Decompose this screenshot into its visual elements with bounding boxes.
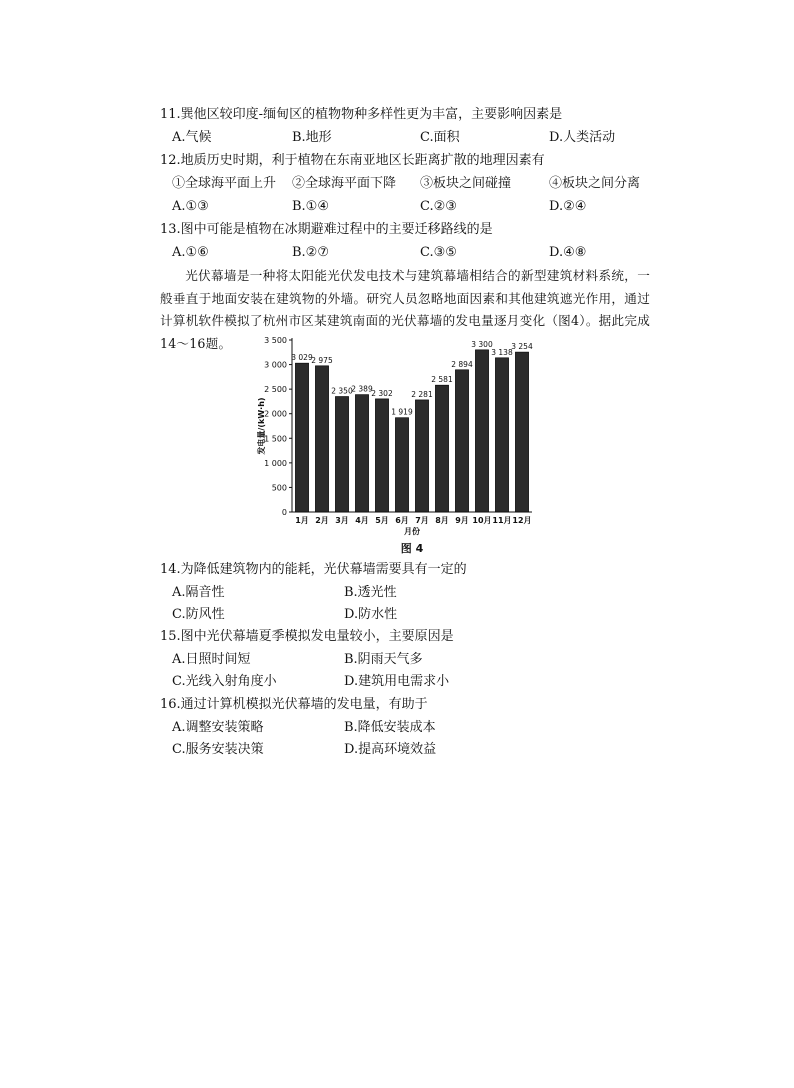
q16-option-c[interactable]: C.服务安装决策 (172, 742, 264, 757)
x-tick-label: 11月 (492, 516, 512, 525)
q11-option-a[interactable]: A.气候 (172, 130, 212, 145)
bar (295, 363, 308, 512)
bar-value-label: 3 254 (511, 342, 533, 352)
bar-value-label: 2 350 (331, 386, 353, 396)
x-tick-label: 12月 (512, 516, 532, 525)
bar (515, 352, 528, 512)
q13-option-b[interactable]: B.②⑦ (292, 245, 329, 260)
question-12-options (172, 198, 692, 216)
y-tick-label: 3 500 (264, 336, 287, 345)
q11-option-c[interactable]: C.面积 (420, 130, 460, 145)
question-15-stem: 15.图中光伏幕墙夏季模拟发电量较小，主要原因是 (160, 629, 454, 644)
q14-option-b[interactable]: B.透光性 (344, 585, 397, 600)
q16-option-d[interactable]: D.提高环境效益 (344, 742, 437, 757)
q13-option-a[interactable]: A.①⑥ (172, 245, 209, 260)
q15-option-a[interactable]: A.日照时间短 (172, 652, 251, 667)
question-14-options-row1 (172, 584, 692, 602)
y-tick-label: 500 (271, 483, 287, 493)
y-tick-label: 0 (281, 508, 287, 517)
x-tick-label: 8月 (435, 516, 449, 525)
question-11-options (172, 129, 692, 147)
bar (375, 399, 388, 512)
question-14-stem: 14.为降低建筑物内的能耗，光伏幕墙需要具有一定的 (160, 562, 467, 577)
bar (415, 400, 428, 512)
reading-passage: 光伏幕墙是一种将太阳能光伏发电技术与建筑幕墙相结合的新型建筑材料系统，一般垂直于地面安装在建筑物的外墙。研究人员忽略地面因素和其他建筑遮光作用，通过计算机软件模拟了杭州市区某建筑南面的光伏幕墙的发电量逐月变化（图4）。据此完成14～16题。 (160, 268, 650, 351)
y-tick-label: 1 500 (264, 434, 287, 444)
x-tick-label: 1月 (295, 516, 309, 525)
q13-option-d[interactable]: D.④⑧ (549, 245, 587, 260)
q12-option-b[interactable]: B.①④ (292, 199, 329, 214)
x-tick-label: 2月 (315, 516, 329, 525)
bar-value-label: 2 389 (351, 384, 373, 394)
question-12-items (172, 175, 692, 193)
bar (435, 385, 448, 512)
bar-value-label: 2 894 (451, 359, 473, 369)
bar (395, 418, 408, 512)
q11-option-d[interactable]: D.人类活动 (549, 130, 616, 145)
q15-option-b[interactable]: B.阴雨天气多 (344, 652, 423, 667)
x-tick-label: 3月 (335, 516, 349, 525)
question-14-options-row2 (172, 606, 692, 624)
y-tick-label: 2 000 (264, 409, 287, 419)
bar (355, 395, 368, 512)
question-11-stem: 11.巽他区较印度-缅甸区的植物物种多样性更为丰富，主要影响因素是 (160, 107, 563, 122)
question-16-stem: 16.通过计算机模拟光伏幕墙的发电量，有助于 (160, 697, 428, 712)
x-tick-label: 9月 (455, 516, 469, 525)
bar-value-label: 2 281 (411, 389, 433, 399)
x-axis-title: 月份 (404, 527, 420, 536)
q12-option-c[interactable]: C.②③ (420, 199, 457, 214)
q15-option-d[interactable]: D.建筑用电需求小 (344, 674, 450, 689)
question-16-options-row1 (172, 719, 692, 737)
x-tick-label: 4月 (355, 516, 369, 525)
y-tick-label: 3 000 (264, 360, 287, 370)
q11-option-b[interactable]: B.地形 (292, 130, 332, 145)
bar-chart-figure-4 (252, 332, 542, 564)
q14-option-d[interactable]: D.防水性 (344, 607, 398, 622)
bar (315, 366, 328, 512)
y-tick-label: 1 000 (264, 458, 287, 468)
bar-value-label: 2 581 (431, 375, 453, 385)
q13-option-c[interactable]: C.③⑤ (420, 245, 457, 260)
figure-caption: 图 4 (400, 542, 424, 555)
bar (495, 358, 508, 512)
x-tick-label: 5月 (375, 516, 389, 525)
question-13-stem: 13.图中可能是植物在冰期避难过程中的主要迁移路线的是 (160, 222, 493, 237)
question-16-options-row2 (172, 741, 692, 759)
q14-option-c[interactable]: C.防风性 (172, 607, 225, 622)
q15-option-c[interactable]: C.光线入射角度小 (172, 674, 277, 689)
bar-value-label: 1 919 (391, 407, 413, 417)
q12-item-1: ①全球海平面上升 (172, 176, 277, 191)
question-15-options-row2 (172, 673, 692, 691)
x-tick-label: 6月 (395, 516, 409, 525)
x-tick-label: 10月 (472, 516, 492, 525)
bar (475, 350, 488, 512)
x-tick-label: 7月 (415, 516, 429, 525)
y-tick-label: 2 500 (264, 385, 287, 395)
bar (455, 370, 468, 512)
bar-value-label: 3 138 (491, 347, 513, 357)
q12-option-a[interactable]: A.①③ (172, 199, 209, 214)
bar (335, 397, 348, 512)
bar-value-label: 3 029 (291, 353, 313, 363)
q16-option-a[interactable]: A.调整安装策略 (172, 720, 264, 735)
question-15-options-row1 (172, 651, 692, 669)
q12-option-d[interactable]: D.②④ (549, 199, 587, 214)
bar-value-label: 3 300 (471, 339, 493, 349)
question-13-options (172, 244, 692, 262)
q12-item-2: ②全球海平面下降 (292, 176, 397, 191)
q12-item-4: ④板块之间分离 (549, 176, 641, 191)
bar-value-label: 2 302 (371, 388, 393, 398)
q12-item-3: ③板块之间碰撞 (420, 176, 512, 191)
q16-option-b[interactable]: B.降低安装成本 (344, 720, 436, 735)
question-12-stem: 12.地质历史时期，利于植物在东南亚地区长距离扩散的地理因素有 (160, 153, 545, 168)
bar-value-label: 2 975 (311, 355, 333, 365)
y-axis-title: 发电量/(kW·h) (257, 397, 266, 455)
q14-option-a[interactable]: A.隔音性 (172, 585, 225, 600)
